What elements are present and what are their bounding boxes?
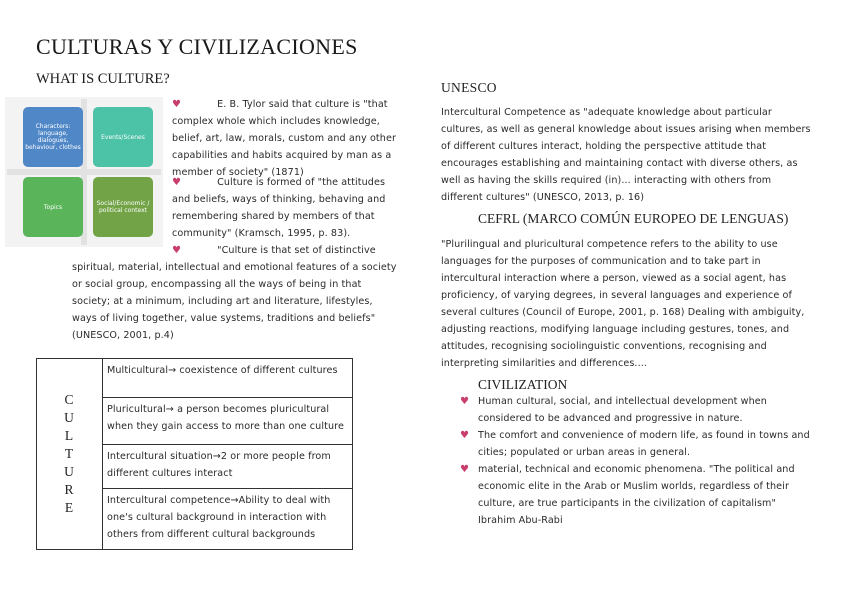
cefrl-paragraph: "Plurilingual and pluricultural competence refers to the ability to use languages for the purposes of communication and to take part in intercultural interaction where a person, viewed as a social agent, has proficiency, of varying degrees, in several languages and experience of several cultures (Council of Europe, 2001, p. 168) Dealing with ambiguity, adjusting reactions, modifying language including gestures, tones, and attitudes, recognising sociolinguistic conventions, recognising and interpreting similarities and differences....	[441, 239, 805, 369]
list-item	[456, 461, 816, 529]
heart-bullet-icon: ♥	[460, 396, 470, 407]
list-item	[456, 427, 816, 461]
quote-author: Ibrahim Abu-Rabi	[478, 515, 563, 526]
civilization-heading: CIVILIZATION	[478, 377, 568, 392]
definition-unesco-body: spiritual, material, intellectual and emotional features of a society or social group, encompassing all the ways of being in that society; at a minimum, including art and literature, lifestyles, ways of living together, value systems, traditions and beliefs" (UNESCO, 2001, p.4)	[72, 262, 397, 341]
table-cell-multicultural: Multicultural→ coexistence of different cultures	[103, 359, 353, 398]
civilization-list	[456, 393, 816, 529]
quadrant-characters: Characters: language, dialogues, behaviour, clothes	[23, 107, 83, 167]
cefrl-heading: CEFRL (MARCO COMÚN EUROPEO DE LENGUAS)	[478, 211, 789, 226]
side-letter: E	[64, 500, 75, 515]
unesco-heading: UNESCO	[441, 80, 497, 95]
side-letter: R	[64, 482, 75, 497]
definition-text: E. B. Tylor said that culture is "that complex whole which includes knowledge, belief, art, law, morals, custom and any other capabilities and habits acquired by man as a member of society" (1871)	[172, 99, 397, 178]
page-subtitle: WHAT IS CULTURE?	[36, 71, 170, 87]
quadrant-topics: Topics	[23, 177, 83, 237]
horizontal-arrow	[7, 169, 161, 175]
heart-bullet-icon: ♥	[172, 177, 182, 188]
definition-text: "Culture is that set of distinctive	[217, 245, 376, 256]
side-letter: T	[64, 446, 75, 461]
table-cell-pluricultural: Pluricultural→ a person becomes pluricultural when they gain access to more than one culture	[103, 398, 353, 445]
side-letter: U	[64, 464, 75, 479]
side-letter: C	[64, 392, 75, 407]
quadrant-context: Social/Economic / political context	[93, 177, 153, 237]
side-letter: U	[64, 410, 75, 425]
culture-side-label	[37, 359, 103, 550]
heart-bullet-icon: ♥	[460, 430, 470, 441]
list-item-text: material, technical and economic phenomena. "The political and economic elite in the Arab or Muslim worlds, regardless of their culture, are true participants in the civilization of capitalism"	[478, 464, 795, 509]
heart-bullet-icon: ♥	[172, 245, 182, 256]
table-cell-intercultural-competence: Intercultural competence→Ability to deal with one's cultural background in interaction with others from different cultural backgrounds	[103, 489, 353, 550]
definition-tylor	[172, 96, 397, 181]
definition-unesco-head	[172, 242, 397, 259]
side-letter: L	[64, 428, 75, 443]
list-item-text: The comfort and convenience of modern life, as found in towns and cities; populated or urban areas in general.	[478, 430, 810, 458]
culture-quadrant-diagram	[5, 97, 163, 247]
culture-table	[36, 358, 353, 550]
table-cell-intercultural-situation: Intercultural situation→2 or more people from different cultures interact	[103, 445, 353, 489]
heart-bullet-icon: ♥	[460, 464, 470, 475]
page-title: CULTURAS Y CIVILIZACIONES	[36, 34, 358, 59]
definition-kramsch	[172, 174, 397, 242]
list-item	[456, 393, 816, 427]
unesco-paragraph: Intercultural Competence as "adequate knowledge about particular cultures, as well as general knowledge about issues arising when members of different cultures interact, holding the perspective attitude that encourages establishing and maintaining contact with diverse others, as well as having the skills required (in)... interacting with others from different cultures" (UNESCO, 2013, p. 16)	[441, 107, 811, 203]
heart-bullet-icon: ♥	[172, 99, 182, 110]
list-item-text: Human cultural, social, and intellectual development when considered to be advanced and progressive in nature.	[478, 396, 767, 424]
quadrant-events: Events/Scenes	[93, 107, 153, 167]
table-row	[37, 359, 353, 398]
definition-text: Culture is formed of "the attitudes and beliefs, ways of thinking, behaving and remembering shared by members of that community" (Kramsch, 1995, p. 83).	[172, 177, 386, 239]
